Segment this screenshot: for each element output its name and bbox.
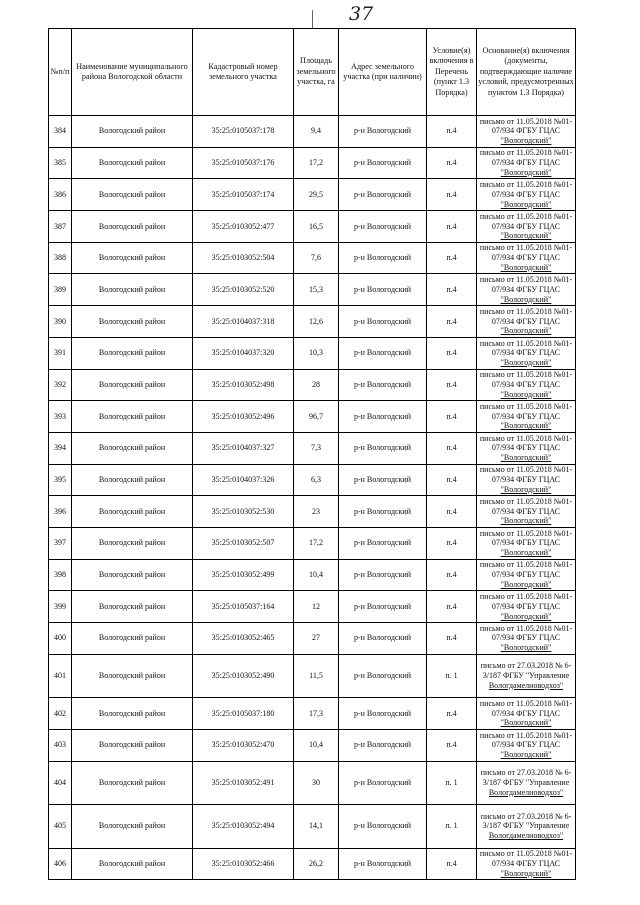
basis-line: "Вологодский" — [500, 262, 552, 272]
header-num: №п/п — [49, 29, 72, 116]
basis-line: 07/934 ФГБУ ГЦАС — [491, 633, 561, 643]
cadastral-number-cell: 35:25:0103052:507 — [193, 527, 294, 559]
basis-line: письмо от 11.05.2018 №01- — [479, 338, 573, 348]
basis-line: 07/934 ФГБУ ГЦАС — [491, 411, 561, 421]
table-row — [49, 179, 576, 211]
area-cell: 27 — [294, 623, 339, 655]
condition-cell: п.4 — [427, 242, 477, 274]
cadastral-number-cell: 35:25:0104037:318 — [193, 306, 294, 338]
address-cell: р-н Вологодский — [339, 654, 427, 698]
address-cell: р-н Вологодский — [339, 464, 427, 496]
cadastral-number-cell: 35:25:0103052:477 — [193, 211, 294, 243]
basis-line: письмо от 11.05.2018 №01- — [479, 496, 573, 506]
address-cell: р-н Вологодский — [339, 147, 427, 179]
table-row — [49, 116, 576, 148]
basis-cell — [477, 337, 576, 369]
table-row — [49, 559, 576, 591]
area-cell: 30 — [294, 761, 339, 805]
basis-line: 07/934 ФГБУ ГЦАС — [491, 475, 561, 485]
condition-cell: п.4 — [427, 698, 477, 730]
district-cell: Вологодский район — [72, 559, 193, 591]
row-number: 402 — [49, 698, 72, 730]
table-row — [49, 591, 576, 623]
cadastral-number-cell: 35:25:0103052:490 — [193, 654, 294, 698]
area-cell: 12,6 — [294, 306, 339, 338]
cadastral-number-cell: 35:25:0103052:494 — [193, 805, 294, 849]
area-cell: 23 — [294, 496, 339, 528]
district-cell: Вологодский район — [72, 116, 193, 148]
condition-cell: п.4 — [427, 179, 477, 211]
district-cell: Вологодский район — [72, 623, 193, 655]
condition-cell: п. 1 — [427, 761, 477, 805]
area-cell: 14,1 — [294, 805, 339, 849]
table-row — [49, 369, 576, 401]
cadastral-number-cell: 35:25:0103052:504 — [193, 242, 294, 274]
basis-cell — [477, 654, 576, 698]
basis-line: "Вологодский" — [500, 516, 552, 526]
basis-line: 07/934 ФГБУ ГЦАС — [491, 221, 561, 231]
basis-line: Вологдамелиоводхоз" — [488, 787, 564, 797]
district-cell: Вологодский район — [72, 496, 193, 528]
cadastral-number-cell: 35:25:0105037:164 — [193, 591, 294, 623]
condition-cell: п.4 — [427, 337, 477, 369]
basis-line: 07/934 ФГБУ ГЦАС — [491, 506, 561, 516]
area-cell: 7,3 — [294, 432, 339, 464]
address-cell: р-н Вологодский — [339, 559, 427, 591]
basis-cell — [477, 698, 576, 730]
table-row — [49, 654, 576, 698]
basis-line: 07/934 ФГБУ ГЦАС — [491, 348, 561, 358]
area-cell: 6,3 — [294, 464, 339, 496]
basis-line: 07/934 ФГБУ ГЦАС — [491, 443, 561, 453]
cadastral-number-cell: 35:25:0104037:326 — [193, 464, 294, 496]
condition-cell: п.4 — [427, 729, 477, 761]
basis-line: письмо от 11.05.2018 №01- — [479, 433, 573, 443]
basis-line: письмо от 11.05.2018 №01- — [479, 623, 573, 633]
cadastral-number-cell: 35:25:0103052:491 — [193, 761, 294, 805]
basis-line: письмо от 27.03.2018 № 6- — [480, 811, 572, 821]
basis-line: "Вологодский" — [500, 611, 552, 621]
row-number: 386 — [49, 179, 72, 211]
table-row — [49, 401, 576, 433]
table-row — [49, 496, 576, 528]
cadastral-number-cell: 35:25:0104037:327 — [193, 432, 294, 464]
basis-line: "Вологодский" — [500, 294, 552, 304]
condition-cell: п. 1 — [427, 805, 477, 849]
basis-line: письмо от 11.05.2018 №01- — [479, 180, 573, 190]
address-cell: р-н Вологодский — [339, 729, 427, 761]
area-cell: 16,5 — [294, 211, 339, 243]
row-number: 394 — [49, 432, 72, 464]
row-number: 387 — [49, 211, 72, 243]
basis-cell — [477, 559, 576, 591]
address-cell: р-н Вологодский — [339, 848, 427, 880]
table-row — [49, 698, 576, 730]
row-number: 384 — [49, 116, 72, 148]
address-cell: р-н Вологодский — [339, 306, 427, 338]
area-cell: 10,3 — [294, 337, 339, 369]
table-row — [49, 274, 576, 306]
condition-cell: п.4 — [427, 527, 477, 559]
basis-line: 07/934 ФГБУ ГЦАС — [491, 158, 561, 168]
header-address: Адрес земельного участка (при наличии) — [339, 29, 427, 116]
area-cell: 26,2 — [294, 848, 339, 880]
condition-cell: п.4 — [427, 623, 477, 655]
cadastral-number-cell: 35:25:0105037:178 — [193, 116, 294, 148]
condition-cell: п.4 — [427, 401, 477, 433]
condition-cell: п.4 — [427, 496, 477, 528]
row-number: 403 — [49, 729, 72, 761]
basis-cell — [477, 179, 576, 211]
basis-line: 07/934 ФГБУ ГЦАС — [491, 601, 561, 611]
basis-line: письмо от 11.05.2018 №01- — [479, 730, 573, 740]
table-row — [49, 623, 576, 655]
area-cell: 11,5 — [294, 654, 339, 698]
basis-line: "Вологодский" — [500, 868, 552, 878]
basis-line: письмо от 11.05.2018 №01- — [479, 560, 573, 570]
table-row — [49, 527, 576, 559]
district-cell: Вологодский район — [72, 654, 193, 698]
row-number: 388 — [49, 242, 72, 274]
basis-line: 07/934 ФГБУ ГЦАС — [491, 379, 561, 389]
address-cell: р-н Вологодский — [339, 116, 427, 148]
area-cell: 17,3 — [294, 698, 339, 730]
table-row — [49, 848, 576, 880]
row-number: 400 — [49, 623, 72, 655]
basis-line: письмо от 11.05.2018 №01- — [479, 465, 573, 475]
cadastral-number-cell: 35:25:0103052:520 — [193, 274, 294, 306]
cadastral-number-cell: 35:25:0105037:176 — [193, 147, 294, 179]
row-number: 397 — [49, 527, 72, 559]
row-number: 391 — [49, 337, 72, 369]
district-cell: Вологодский район — [72, 369, 193, 401]
header-basis: Основание(я) включения (документы, подтверждающие наличие условий, предусмотренных пунктом 1.3 Порядка) — [477, 29, 576, 116]
basis-line: 3/187 ФГБУ "Управление — [482, 671, 570, 681]
district-cell: Вологодский район — [72, 432, 193, 464]
cadastral-number-cell: 35:25:0103052:465 — [193, 623, 294, 655]
area-cell: 10,4 — [294, 729, 339, 761]
basis-line: письмо от 11.05.2018 №01- — [479, 370, 573, 380]
basis-line: 3/187 ФГБУ "Управление — [482, 821, 570, 831]
basis-line: "Вологодский" — [500, 718, 552, 728]
address-cell: р-н Вологодский — [339, 591, 427, 623]
basis-line: "Вологодский" — [500, 167, 552, 177]
area-cell: 9,4 — [294, 116, 339, 148]
condition-cell: п.4 — [427, 147, 477, 179]
basis-line: письмо от 11.05.2018 №01- — [479, 698, 573, 708]
district-cell: Вологодский район — [72, 698, 193, 730]
land-plots-table — [48, 28, 576, 880]
basis-line: 07/934 ФГБУ ГЦАС — [491, 284, 561, 294]
condition-cell: п.4 — [427, 464, 477, 496]
basis-cell — [477, 527, 576, 559]
page-number: 37 — [349, 3, 374, 25]
district-cell: Вологодский район — [72, 527, 193, 559]
row-number: 390 — [49, 306, 72, 338]
cadastral-number-cell: 35:25:0104037:320 — [193, 337, 294, 369]
basis-line: "Вологодский" — [500, 136, 552, 146]
header-cadastral: Кадастровый номер земельного участка — [193, 29, 294, 116]
table-row — [49, 306, 576, 338]
basis-line: "Вологодский" — [500, 231, 552, 241]
area-cell: 96,7 — [294, 401, 339, 433]
area-cell: 28 — [294, 369, 339, 401]
basis-cell — [477, 464, 576, 496]
basis-line: письмо от 27.03.2018 № 6- — [480, 768, 572, 778]
area-cell: 10,4 — [294, 559, 339, 591]
district-cell: Вологодский район — [72, 401, 193, 433]
basis-cell — [477, 805, 576, 849]
address-cell: р-н Вологодский — [339, 527, 427, 559]
table-row — [49, 805, 576, 849]
basis-line: 07/934 ФГБУ ГЦАС — [491, 253, 561, 263]
district-cell: Вологодский район — [72, 464, 193, 496]
basis-cell — [477, 623, 576, 655]
district-cell: Вологодский район — [72, 147, 193, 179]
basis-line: "Вологодский" — [500, 484, 552, 494]
district-cell: Вологодский район — [72, 591, 193, 623]
basis-line: "Вологодский" — [500, 643, 552, 653]
basis-line: 07/934 ФГБУ ГЦАС — [491, 740, 561, 750]
district-cell: Вологодский район — [72, 337, 193, 369]
basis-line: письмо от 11.05.2018 №01- — [479, 148, 573, 158]
table-row — [49, 147, 576, 179]
district-cell: Вологодский район — [72, 274, 193, 306]
basis-line: письмо от 11.05.2018 №01- — [479, 401, 573, 411]
header-area: Площадь земельного участка, га — [294, 29, 339, 116]
address-cell: р-н Вологодский — [339, 211, 427, 243]
basis-line: "Вологодский" — [500, 421, 552, 431]
table-row — [49, 761, 576, 805]
basis-cell — [477, 496, 576, 528]
basis-cell — [477, 116, 576, 148]
row-number: 401 — [49, 654, 72, 698]
cadastral-number-cell: 35:25:0103052:499 — [193, 559, 294, 591]
address-cell: р-н Вологодский — [339, 242, 427, 274]
basis-cell — [477, 761, 576, 805]
condition-cell: п.4 — [427, 274, 477, 306]
basis-cell — [477, 369, 576, 401]
address-cell: р-н Вологодский — [339, 496, 427, 528]
area-cell: 12 — [294, 591, 339, 623]
address-cell: р-н Вологодский — [339, 761, 427, 805]
address-cell: р-н Вологодский — [339, 805, 427, 849]
basis-line: письмо от 11.05.2018 №01- — [479, 211, 573, 221]
cadastral-number-cell: 35:25:0105037:174 — [193, 179, 294, 211]
condition-cell: п. 1 — [427, 654, 477, 698]
basis-cell — [477, 432, 576, 464]
area-cell: 29,5 — [294, 179, 339, 211]
area-cell: 15,3 — [294, 274, 339, 306]
table-row — [49, 432, 576, 464]
basis-line: 07/934 ФГБУ ГЦАС — [491, 570, 561, 580]
header-district: Наименование муниципального района Вологодской области — [72, 29, 193, 116]
area-cell: 17,2 — [294, 147, 339, 179]
header-condition: Условие(я) включения в Перечень (пункт 1.3 Порядка) — [427, 29, 477, 116]
row-number: 385 — [49, 147, 72, 179]
basis-line: "Вологодский" — [500, 389, 552, 399]
area-cell: 17,2 — [294, 527, 339, 559]
basis-line: "Вологодский" — [500, 750, 552, 760]
condition-cell: п.4 — [427, 306, 477, 338]
row-number: 404 — [49, 761, 72, 805]
condition-cell: п.4 — [427, 559, 477, 591]
basis-line: 07/934 ФГБУ ГЦАС — [491, 126, 561, 136]
basis-line: письмо от 11.05.2018 №01- — [479, 275, 573, 285]
basis-cell — [477, 848, 576, 880]
address-cell: р-н Вологодский — [339, 369, 427, 401]
district-cell: Вологодский район — [72, 242, 193, 274]
address-cell: р-н Вологодский — [339, 274, 427, 306]
basis-cell — [477, 274, 576, 306]
basis-line: 07/934 ФГБУ ГЦАС — [491, 538, 561, 548]
basis-cell — [477, 729, 576, 761]
basis-line: письмо от 11.05.2018 №01- — [479, 849, 573, 859]
basis-line: 3/187 ФГБУ "Управление — [482, 777, 570, 787]
basis-line: "Вологодский" — [500, 453, 552, 463]
district-cell: Вологодский район — [72, 761, 193, 805]
table-row — [49, 729, 576, 761]
condition-cell: п.4 — [427, 369, 477, 401]
basis-cell — [477, 147, 576, 179]
row-number: 405 — [49, 805, 72, 849]
basis-line: "Вологодский" — [500, 548, 552, 558]
basis-line: письмо от 11.05.2018 №01- — [479, 116, 573, 126]
basis-line: "Вологодский" — [500, 579, 552, 589]
address-cell: р-н Вологодский — [339, 623, 427, 655]
address-cell: р-н Вологодский — [339, 179, 427, 211]
cadastral-number-cell: 35:25:0103052:470 — [193, 729, 294, 761]
cadastral-number-cell: 35:25:0103052:498 — [193, 369, 294, 401]
cadastral-number-cell: 35:25:0103052:496 — [193, 401, 294, 433]
row-number: 396 — [49, 496, 72, 528]
basis-line: "Вологодский" — [500, 326, 552, 336]
basis-line: Вологдамелиоводхоз" — [488, 680, 564, 690]
address-cell: р-н Вологодский — [339, 337, 427, 369]
district-cell: Вологодский район — [72, 848, 193, 880]
row-number: 395 — [49, 464, 72, 496]
table-row — [49, 464, 576, 496]
district-cell: Вологодский район — [72, 179, 193, 211]
district-cell: Вологодский район — [72, 729, 193, 761]
row-number: 399 — [49, 591, 72, 623]
basis-line: письмо от 11.05.2018 №01- — [479, 528, 573, 538]
district-cell: Вологодский район — [72, 805, 193, 849]
table-header-row — [49, 29, 576, 116]
basis-cell — [477, 211, 576, 243]
basis-cell — [477, 401, 576, 433]
condition-cell: п.4 — [427, 116, 477, 148]
basis-line: 07/934 ФГБУ ГЦАС — [491, 708, 561, 718]
basis-line: "Вологодский" — [500, 199, 552, 209]
basis-line: письмо от 11.05.2018 №01- — [479, 592, 573, 602]
address-cell: р-н Вологодский — [339, 432, 427, 464]
basis-line: 07/934 ФГБУ ГЦАС — [491, 859, 561, 869]
table-row — [49, 242, 576, 274]
basis-line: письмо от 27.03.2018 № 6- — [480, 661, 572, 671]
table-row — [49, 211, 576, 243]
address-cell: р-н Вологодский — [339, 401, 427, 433]
condition-cell: п.4 — [427, 432, 477, 464]
district-cell: Вологодский район — [72, 211, 193, 243]
row-number: 392 — [49, 369, 72, 401]
condition-cell: п.4 — [427, 591, 477, 623]
basis-cell — [477, 591, 576, 623]
row-number: 406 — [49, 848, 72, 880]
basis-line: Вологдамелиоводхоз" — [488, 831, 564, 841]
basis-cell — [477, 306, 576, 338]
address-cell: р-н Вологодский — [339, 698, 427, 730]
row-number: 398 — [49, 559, 72, 591]
cadastral-number-cell: 35:25:0103052:530 — [193, 496, 294, 528]
basis-cell — [477, 242, 576, 274]
area-cell: 7,6 — [294, 242, 339, 274]
basis-line: "Вологодский" — [500, 358, 552, 368]
row-number: 393 — [49, 401, 72, 433]
district-cell: Вологодский район — [72, 306, 193, 338]
row-number: 389 — [49, 274, 72, 306]
basis-line: 07/934 ФГБУ ГЦАС — [491, 316, 561, 326]
basis-line: 07/934 ФГБУ ГЦАС — [491, 189, 561, 199]
condition-cell: п.4 — [427, 211, 477, 243]
cadastral-number-cell: 35:25:0105037:180 — [193, 698, 294, 730]
scan-mark — [312, 10, 313, 28]
basis-line: письмо от 11.05.2018 №01- — [479, 243, 573, 253]
cadastral-number-cell: 35:25:0103052:466 — [193, 848, 294, 880]
table-row — [49, 337, 576, 369]
basis-line: письмо от 11.05.2018 №01- — [479, 306, 573, 316]
condition-cell: п.4 — [427, 848, 477, 880]
